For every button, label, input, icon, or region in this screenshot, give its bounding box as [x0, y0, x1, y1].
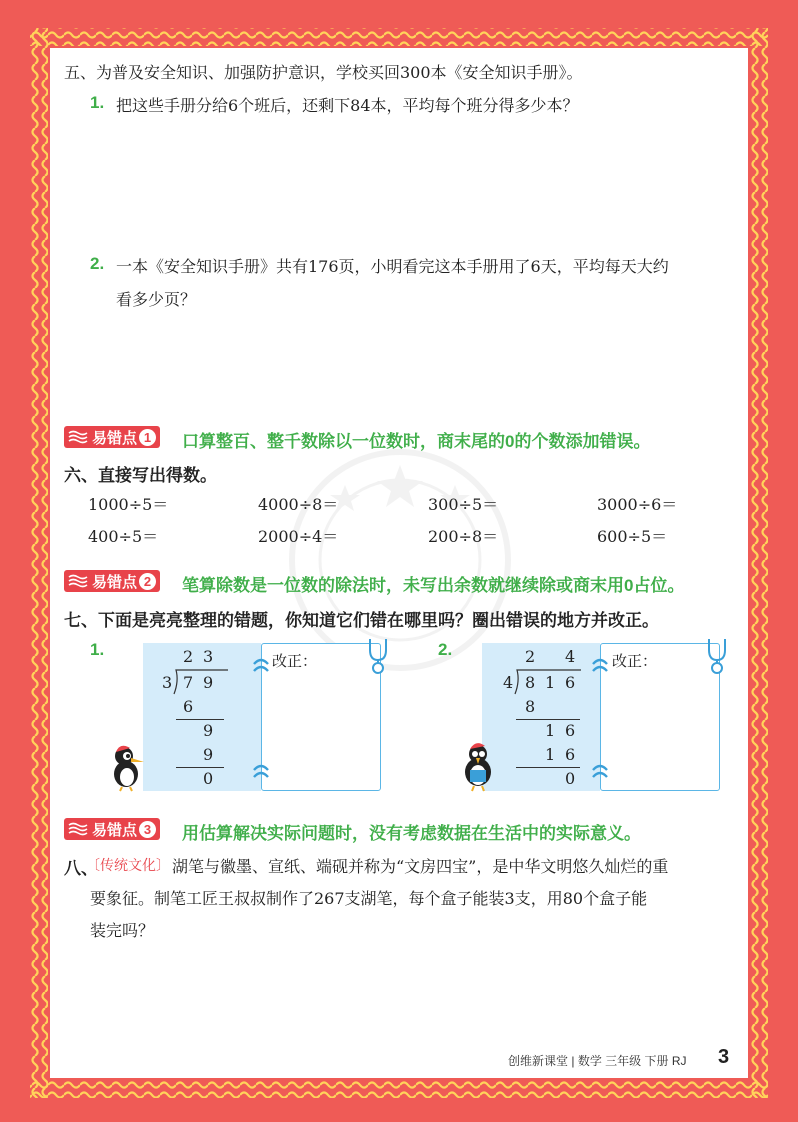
p2-dividend-ones: 6 [565, 673, 576, 692]
calc-7: 200÷8＝ [428, 527, 499, 546]
calc-3: 300÷5＝ [428, 495, 499, 514]
error-point-3-text: 用估算解决实际问题时，没有考虑数据在生活中的实际意义。 [182, 824, 641, 843]
error-badge-label: 易错点 [92, 573, 138, 591]
q2-text-line1: 一本《安全知识手册》共有176页，小明看完这本手册用了6天，平均每天大约 [116, 257, 669, 276]
q1-number: 1. [90, 93, 105, 112]
error-badge-2 [64, 570, 160, 592]
error-badge-1 [64, 426, 160, 448]
section8-prefix: 八、 [64, 859, 98, 878]
p2-step2-ones: 6 [565, 721, 576, 740]
footer-series: 创维新课堂 [508, 1054, 569, 1068]
p2-quotient-tens: 2 [525, 647, 536, 666]
q2-number: 2. [90, 254, 105, 273]
calc-6: 2000÷4＝ [258, 527, 339, 546]
p2-step1: 8 [525, 697, 536, 716]
page-number: 3 [718, 1046, 730, 1068]
woodpecker-reading-icon [452, 740, 504, 792]
section7-title: 七、下面是亮亮整理的错题，你知道它们错在哪里吗？圈出错误的地方并改正。 [64, 611, 659, 630]
binder-ring-icon [252, 762, 270, 782]
stethoscope-icon [704, 636, 730, 676]
q1-text: 把这些手册分给6个班后，还剩下84本，平均每个班分得多少本？ [116, 96, 579, 115]
waves-icon [68, 574, 88, 588]
culture-tag: 〔传统文化〕 [86, 858, 170, 874]
woodpecker-mascot-icon [100, 742, 152, 792]
p2-rule-2 [516, 767, 580, 768]
p2-quotient-ones: 4 [565, 647, 576, 666]
p1-fix-label: 改正： [272, 652, 318, 670]
p2-remainder: 0 [565, 769, 576, 788]
p2-fix-label: 改正： [612, 652, 658, 670]
p1-dividend-tens: 7 [183, 673, 194, 692]
p2-step3-ones: 6 [565, 745, 576, 764]
p2-step3-tens: 1 [545, 745, 556, 764]
section6-title: 六、直接写出得数。 [64, 466, 217, 485]
p1-rule-2 [176, 767, 224, 768]
p1-step2: 9 [203, 721, 214, 740]
binder-ring-icon [591, 656, 609, 676]
p1-step3: 9 [203, 745, 214, 764]
p2-dividend-hundreds: 8 [525, 673, 536, 692]
p1-rule-1 [176, 719, 224, 720]
error-badge-label: 易错点 [92, 821, 138, 839]
calc-8: 600÷5＝ [597, 527, 668, 546]
error-badge-number: 1 [139, 429, 156, 446]
p1-work-area [143, 643, 261, 791]
binder-ring-icon [591, 762, 609, 782]
p1-remainder: 0 [203, 769, 214, 788]
footer-grade: 数学 三年级 下册 RJ [577, 1054, 687, 1068]
stethoscope-icon [365, 636, 391, 676]
p1-step1: 6 [183, 697, 194, 716]
p2-number: 2. [438, 640, 453, 659]
error-badge-number: 2 [139, 573, 156, 590]
error-badge-number: 3 [139, 821, 156, 838]
p1-division-bracket [170, 669, 230, 695]
p1-divisor: 3 [162, 673, 173, 692]
p2-step2-tens: 1 [545, 721, 556, 740]
binder-ring-icon [252, 656, 270, 676]
calc-4: 3000÷6＝ [597, 495, 678, 514]
error-badge-3 [64, 818, 160, 840]
watermark-seal [285, 445, 515, 675]
waves-icon [68, 822, 88, 836]
p2-divisor: 4 [503, 673, 514, 692]
error-point-1-text: 口算整百、整千数除以一位数时，商末尾的0的个数添加错误。 [182, 432, 651, 451]
calc-1: 1000÷5＝ [88, 495, 169, 514]
section8-line2: 要象征。制笔工匠王叔叔制作了267支湖笔，每个盒子能装3支，用80个盒子能 [90, 889, 648, 908]
section8-line3: 装完吗？ [90, 921, 155, 940]
waves-icon [68, 430, 88, 444]
p1-quotient-tens: 2 [183, 647, 194, 666]
section5-title: 五、为普及安全知识、加强防护意识，学校买回300本《安全知识手册》。 [64, 63, 583, 82]
p1-number: 1. [90, 640, 105, 659]
error-badge-label: 易错点 [92, 429, 138, 447]
calc-5: 400÷5＝ [88, 527, 159, 546]
p2-dividend-tens: 1 [545, 673, 556, 692]
section8-line1: 湖笔与徽墨、宣纸、端砚并称为“文房四宝”，是中华文明悠久灿烂的重 [172, 857, 669, 876]
q2-text-line2: 看多少页？ [116, 290, 197, 309]
footer-separator: | [571, 1054, 575, 1068]
p2-rule-1 [516, 719, 580, 720]
p1-quotient-ones: 3 [203, 647, 214, 666]
p1-dividend-ones: 9 [203, 673, 214, 692]
calc-2: 4000÷8＝ [258, 495, 339, 514]
footer-info [508, 1052, 687, 1069]
error-point-2-text: 笔算除数是一位数的除法时，未写出余数就继续除或商末用0占位。 [182, 576, 685, 595]
